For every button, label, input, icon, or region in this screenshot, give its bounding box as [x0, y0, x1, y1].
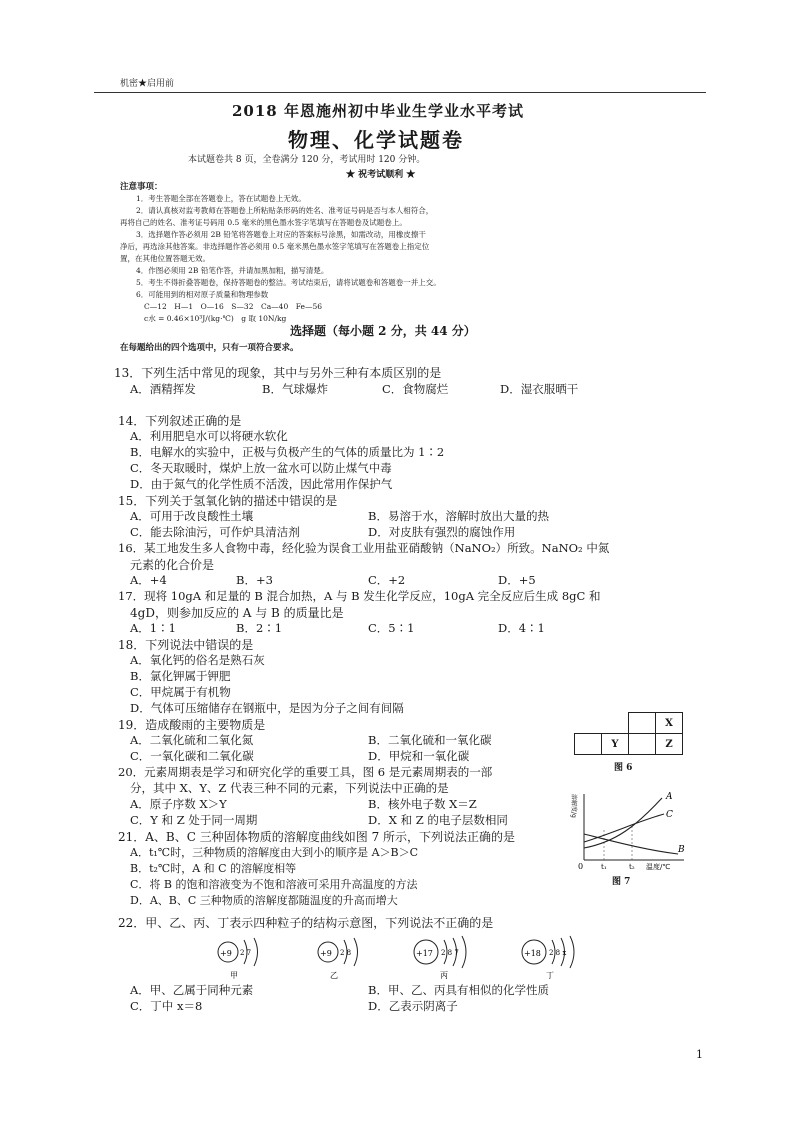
question-15-stem: 15．下列关于氢氧化钠的描述中错误的是 [118, 494, 338, 508]
figure-6-caption: 图 6 [614, 763, 633, 773]
note-line: C—12 H—1 O—16 S—32 Ca—40 Fe—56 [144, 302, 322, 311]
wish-line: ★ 祝考试顺利 ★ [346, 170, 416, 180]
q18-option-b: B．氯化钾属于钾肥 [130, 669, 231, 683]
atom-nucleus: +9 [220, 949, 232, 958]
q14-option-a: A．利用肥皂水可以将硬水软化 [130, 429, 288, 443]
atom-shells: 2 8 x [549, 949, 567, 957]
note-line: c水 = 0.46×10³J/(kg·℃) g 取 10N/kg [144, 314, 287, 323]
q18-option-c: C．甲烷属于有机物 [130, 685, 231, 699]
q15-option-b: B．易溶于水，溶解时放出大量的热 [368, 509, 549, 523]
section-title: 选择题（每小题 2 分，共 44 分） [290, 324, 476, 338]
q22-option-a: A．甲、乙属于同种元素 [130, 983, 254, 997]
q15-option-c: C．能去除油污，可作炉具清洁剂 [130, 525, 300, 539]
q16-option-b: B．+3 [236, 573, 273, 587]
curve-c [584, 814, 664, 842]
q16-option-c: C．+2 [368, 573, 406, 587]
atom-bing [414, 936, 466, 980]
q17-option-a: A．1∶1 [130, 621, 176, 635]
note-line: 置，在其他位置答题无效。 [120, 254, 210, 263]
paper-info: 本试题卷共 8 页，全卷满分 120 分，考试用时 120 分钟。 [188, 155, 426, 165]
curve-c-label: C [666, 810, 673, 820]
q20-option-b: B．核外电子数 X＝Z [368, 797, 477, 811]
q16-option-d: D．+5 [498, 573, 536, 587]
pt-cell-z: Z [656, 734, 683, 755]
atom-shells: 2 8 [340, 949, 352, 957]
note-line: 再将自己的姓名、准考证号码用 0.5 毫米的黑色墨水签字笔填写在答题卷及试题卷上。 [120, 218, 407, 227]
confidential-label: 机密★启用前 [120, 79, 175, 89]
pt-cell-y: Y [602, 734, 629, 755]
question-13-stem: 13．下列生活中常见的现象，其中与另外三种有本质区别的是 [114, 366, 442, 380]
q13-option-c: C．食物腐烂 [382, 382, 449, 396]
note-line: 2．请认真核对监考教师在答题卷上所粘贴条形码的姓名、准考证号码是否与本人相符合， [136, 206, 434, 215]
q19-option-b: B．二氧化硫和一氧化碳 [368, 733, 492, 747]
question-20-stem-cont: 分，其中 X、Y、Z 代表三种不同的元素，下列说法中正确的是 [130, 781, 449, 795]
q15-option-d: D．对皮肤有强烈的腐蚀作用 [368, 525, 516, 539]
q20-option-c: C．Y 和 Z 处于同一周期 [130, 813, 258, 827]
t2-label: t₂ [629, 863, 635, 870]
q20-option-d: D．X 和 Z 的电子层数相同 [368, 813, 508, 827]
q14-option-b: B．电解水的实验中，正极与负极产生的气体的质量比为 1∶2 [130, 445, 445, 459]
q19-option-a: A．二氧化硫和二氧化氮 [130, 733, 254, 747]
atom-label: 甲 [230, 971, 238, 980]
q13-option-b: B．气球爆炸 [262, 382, 328, 396]
q21-option-d: D．A、B、C 三种物质的溶解度都随温度的升高而增大 [130, 894, 398, 907]
atom-label: 丙 [440, 971, 448, 980]
figure-7-solubility-chart [566, 790, 696, 870]
pt-cell-x: X [656, 713, 683, 734]
q19-option-d: D．甲烷和一氧化碳 [368, 749, 470, 763]
q22-option-b: B．甲、乙、丙具有相似的化学性质 [368, 983, 549, 997]
q13-option-d: D．湿衣服晒干 [500, 382, 579, 396]
q20-option-a: A．原子序数 X＞Y [130, 797, 227, 811]
question-14-stem: 14．下列叙述正确的是 [118, 414, 242, 428]
atom-yi [318, 938, 358, 980]
question-20-stem: 20．元素周期表是学习和研究化学的重要工具，图 6 是元素周期表的一部 [118, 765, 493, 779]
atom-label: 乙 [330, 971, 338, 980]
q18-option-a: A．氧化钙的俗名是熟石灰 [130, 653, 265, 667]
question-16-stem-cont: 元素的化合价是 [130, 558, 215, 572]
atom-shells: 2 7 [240, 949, 252, 957]
curve-a [584, 798, 662, 848]
notes-heading: 注意事项： [120, 182, 163, 192]
note-line: 6．可能用到的相对原子质量和物理参数 [136, 290, 269, 299]
origin-label: 0 [578, 862, 584, 870]
curve-b-label: B [678, 845, 685, 855]
pt-cell-blank [575, 734, 602, 755]
q21-option-c: C．将 B 的饱和溶液变为不饱和溶液可采用升高温度的方法 [130, 878, 418, 891]
q21-option-a: A．t₁℃时，三种物质的溶解度由大到小的顺序是 A＞B＞C [130, 846, 419, 859]
atom-structure-diagrams [200, 934, 620, 980]
t1-label: t₁ [601, 863, 607, 870]
note-line: 3．选择题作答必须用 2B 铅笔将答题卷上对应的答案标号涂黑，如需改动，用橡皮擦干 [136, 230, 426, 239]
q16-option-a: A．+4 [130, 573, 167, 587]
atom-label: 丁 [546, 971, 554, 980]
atom-jia [218, 938, 258, 980]
paper-title: 物理、化学试题卷 [288, 128, 464, 152]
q21-option-b: B．t₂℃时，A 和 C 的溶解度相等 [130, 862, 297, 875]
q18-option-d: D．气体可压缩储存在钢瓶中，是因为分子之间有间隔 [130, 701, 404, 715]
question-21-stem: 21．A、B、C 三种固体物质的溶解度曲线如图 7 所示，下列说法正确的是 [118, 830, 516, 844]
note-line: 1．考生答题全部在答题卷上，答在试题卷上无效。 [136, 194, 306, 203]
note-line: 5．考生不得折叠答题卷，保持答题卷的整洁。考试结束后，请将试题卷和答题卷一并上交。 [136, 278, 441, 287]
figure-6-periodic-table [574, 712, 683, 755]
section-instruction: 在每题给出的四个选项中，只有一项符合要求。 [120, 343, 299, 353]
pt-cell-blank [629, 734, 656, 755]
note-line: 4．作图必须用 2B 铅笔作答，并请加黑加粗，描写清楚。 [136, 266, 329, 275]
question-22-stem: 22．甲、乙、丙、丁表示四种粒子的结构示意图，下列说法不正确的是 [118, 916, 494, 930]
q13-option-a: A．酒精挥发 [130, 382, 196, 396]
q14-option-d: D．由于氮气的化学性质不活泼，因此常用作保护气 [130, 477, 393, 491]
atom-nucleus: +18 [524, 949, 541, 958]
question-19-stem: 19．造成酸雨的主要物质是 [118, 718, 266, 732]
header-rule [94, 92, 706, 93]
exam-title: 2018 年恩施州初中毕业生学业水平考试 [232, 102, 524, 120]
curve-a-label: A [666, 792, 673, 802]
question-17-stem: 17．现将 10gA 和足量的 B 混合加热，A 与 B 发生化学反应，10gA 完全反应后生成 8gC 和 [118, 589, 601, 603]
q14-option-c: C．冬天取暖时，煤炉上放一盆水可以防止煤气中毒 [130, 461, 392, 475]
atom-shells: 2 8 7 [441, 949, 459, 957]
note-line: 净后，再选涂其他答案。非选择题作答必须用 0.5 毫米黑色墨水签字笔填写在答题卷上指定位 [120, 242, 430, 251]
atom-nucleus: +9 [320, 949, 332, 958]
x-axis-label: 温度/℃ [646, 863, 671, 870]
pt-cell-top-blank [629, 713, 656, 734]
q17-option-b: B．2∶1 [236, 621, 283, 635]
pt-empty-cell [575, 713, 602, 734]
y-axis-label: 溶解度/g [570, 794, 577, 818]
question-16-stem: 16．某工地发生多人食物中毒，经化验为误食工业用盐亚硝酸钠（NaNO₂）所致。NaNO₂ 中氮 [118, 541, 610, 555]
page-number: 1 [696, 1048, 703, 1061]
atom-ding [522, 936, 574, 980]
q22-option-d: D．乙表示阴离子 [368, 999, 458, 1013]
q22-option-c: C．丁中 x＝8 [130, 999, 203, 1013]
q17-option-c: C．5∶1 [368, 621, 415, 635]
figure-7-caption: 图 7 [612, 877, 631, 887]
question-18-stem: 18．下列说法中错误的是 [118, 638, 254, 652]
atom-nucleus: +17 [416, 949, 433, 958]
question-17-stem-cont: 4gD，则参加反应的 A 与 B 的质量比是 [130, 606, 344, 620]
pt-empty-cell [602, 713, 629, 734]
q17-option-d: D．4∶1 [498, 621, 545, 635]
q19-option-c: C．一氧化碳和二氧化碳 [130, 749, 254, 763]
q15-option-a: A．可用于改良酸性土壤 [130, 509, 254, 523]
